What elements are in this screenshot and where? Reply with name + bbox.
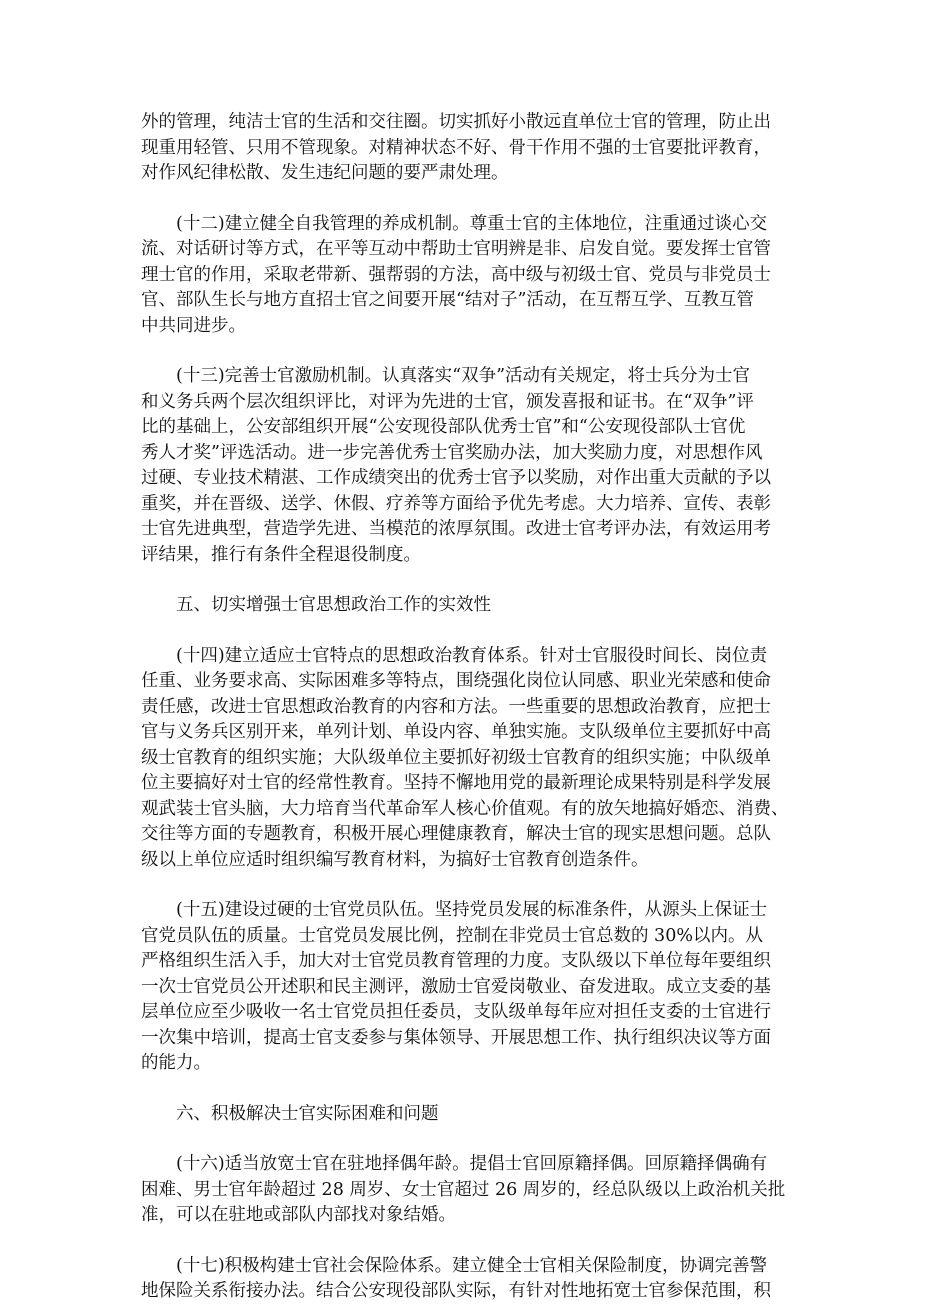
text-line: 理士官的作用，采取老带新、强帮弱的方法，高中级与初级士官、党员与非党员士	[141, 264, 771, 285]
text-line: 的能力。	[141, 1053, 211, 1073]
text-line: 过硬、专业技术精湛、工作成绩突出的优秀士官予以奖励，对作出重大贡献的予以	[141, 468, 771, 488]
document-body	[141, 110, 817, 1305]
section-heading	[141, 593, 817, 619]
body-paragraph	[141, 364, 817, 568]
text-line: (十七)积极构建士官社会保险体系。建立健全士官相关保险制度，协调完善警	[141, 1255, 768, 1276]
paragraph-spacer	[141, 1127, 817, 1152]
paragraph-spacer	[141, 1077, 817, 1102]
text-line: 观武装士官头脑，大力培育当代革命军人核心价值观。有的放矢地搞好婚恋、消费、	[141, 798, 789, 819]
body-paragraph	[141, 644, 817, 874]
text-line: 交往等方面的专题教育，积极开展心理健康教育，解决士官的现实思想问题。总队	[141, 824, 771, 844]
paragraph-spacer	[141, 619, 817, 644]
text-line: 流、对话研讨等方式，在平等互动中帮助士官明辨是非、启发自觉。要发挥士官管	[141, 239, 771, 259]
body-paragraph	[141, 110, 817, 187]
paragraph-spacer	[141, 873, 817, 898]
text-line: (十五)建设过硬的士官党员队伍。坚持党员发展的标准条件，从源头上保证士	[141, 900, 768, 920]
text-line: 评结果，推行有条件全程退役制度。	[141, 544, 421, 565]
text-line: 外的管理，纯洁士官的生活和交往圈。切实抓好小散远直单位士官的管理，防止出	[141, 112, 771, 132]
text-line: 准，可以在驻地或部队内部找对象结婚。	[141, 1205, 456, 1225]
text-line: 对作风纪律松散、发生违纪问题的要严肃处理。	[141, 163, 509, 183]
text-line: 官党员队伍的质量。士官党员发展比例，控制在非党员士官总数的 30%以内。从	[141, 925, 763, 946]
paragraph-spacer	[141, 187, 817, 212]
text-line: 层单位应至少吸收一名士官党员担任委员，支队级单每年应对担任支委的士官进行	[141, 1002, 771, 1022]
text-line: 责任感，改进士官思想政治教育的内容和方法。一些重要的思想政治教育，应把士	[141, 696, 771, 717]
body-paragraph	[141, 212, 817, 340]
paragraph-spacer	[141, 339, 817, 364]
body-paragraph	[141, 1254, 817, 1305]
body-paragraph	[141, 898, 817, 1077]
text-line: (十四)建立适应士官特点的思想政治教育体系。针对士官服役时间长、岗位责	[141, 645, 768, 666]
text-line: 任重、业务要求高、实际困难多等特点，围绕强化岗位认同感、职业光荣感和使命	[141, 671, 771, 691]
paragraph-spacer	[141, 568, 817, 593]
text-line: 地保险关系衔接办法。结合公安现役部队实际，有针对性地拓宽士官参保范围，积	[141, 1281, 771, 1301]
text-line: 一次集中培训，提高士官支委参与集体领导、开展思想工作、执行组织决议等方面	[141, 1027, 771, 1048]
text-line: 级以上单位应适时组织编写教育材料，为搞好士官教育创造条件。	[141, 849, 649, 870]
text-line: (十三)完善士官激励机制。认真落实“双争”活动有关规定，将士兵分为士官	[141, 366, 751, 386]
text-line: 现重用轻管、只用不管现象。对精神状态不好、骨干作用不强的士官要批评教育，	[141, 137, 771, 158]
paragraph-spacer	[141, 1229, 817, 1254]
text-line: 一次士官党员公开述职和民主测评，激励士官爱岗敬业、奋发进取。成立支委的基	[141, 976, 771, 997]
text-line: 秀人才奖”评选活动。进一步完善优秀士官奖励办法，加大奖励力度，对思想作风	[141, 442, 763, 463]
text-line: (十二)建立健全自我管理的养成机制。尊重士官的主体地位，注重通过谈心交	[141, 213, 768, 234]
text-line: 五、切实增强士官思想政治工作的实效性	[141, 595, 491, 615]
text-line: (十六)适当放宽士官在驻地择偶年龄。提倡士官回原籍择偶。回原籍择偶确有	[141, 1154, 768, 1174]
text-line: 士官先进典型，营造学先进、当模范的浓厚氛围。改进士官考评办法，有效运用考	[141, 519, 771, 539]
text-line: 重奖，并在晋级、送学、休假、疗养等方面给予优先考虑。大力培养、宣传、表彰	[141, 493, 771, 514]
text-line: 严格组织生活入手，加大对士官党员教育管理的力度。支队级以下单位每年要组织	[141, 951, 771, 971]
text-line: 官、部队生长与地方直招士官之间要开展“结对子”活动，在互帮互学、互教互管	[141, 290, 754, 310]
text-line: 位主要搞好对士官的经常性教育。坚持不懈地用党的最新理论成果特别是科学发展	[141, 773, 771, 793]
text-line: 六、积极解决士官实际困难和问题	[141, 1103, 439, 1124]
text-line: 级士官教育的组织实施；大队级单位主要抓好初级士官教育的组织实施；中队级单	[141, 747, 771, 768]
text-line: 困难、男士官年龄超过 28 周岁、女士官超过 26 周岁的，经总队级以上政治机关批	[141, 1179, 786, 1200]
section-heading	[141, 1102, 817, 1128]
text-line: 和义务兵两个层次组织评比，对评为先进的士官，颁发喜报和证书。在“双争”评	[141, 391, 754, 412]
text-line: 官与义务兵区别开来，单列计划、单设内容、单独实施。支队级单位主要抓好中高	[141, 722, 771, 742]
body-paragraph	[141, 1152, 817, 1229]
text-line: 中共同进步。	[141, 315, 246, 336]
text-line: 比的基础上，公安部组织开展“公安现役部队优秀士官”和“公安现役部队士官优	[141, 417, 746, 437]
